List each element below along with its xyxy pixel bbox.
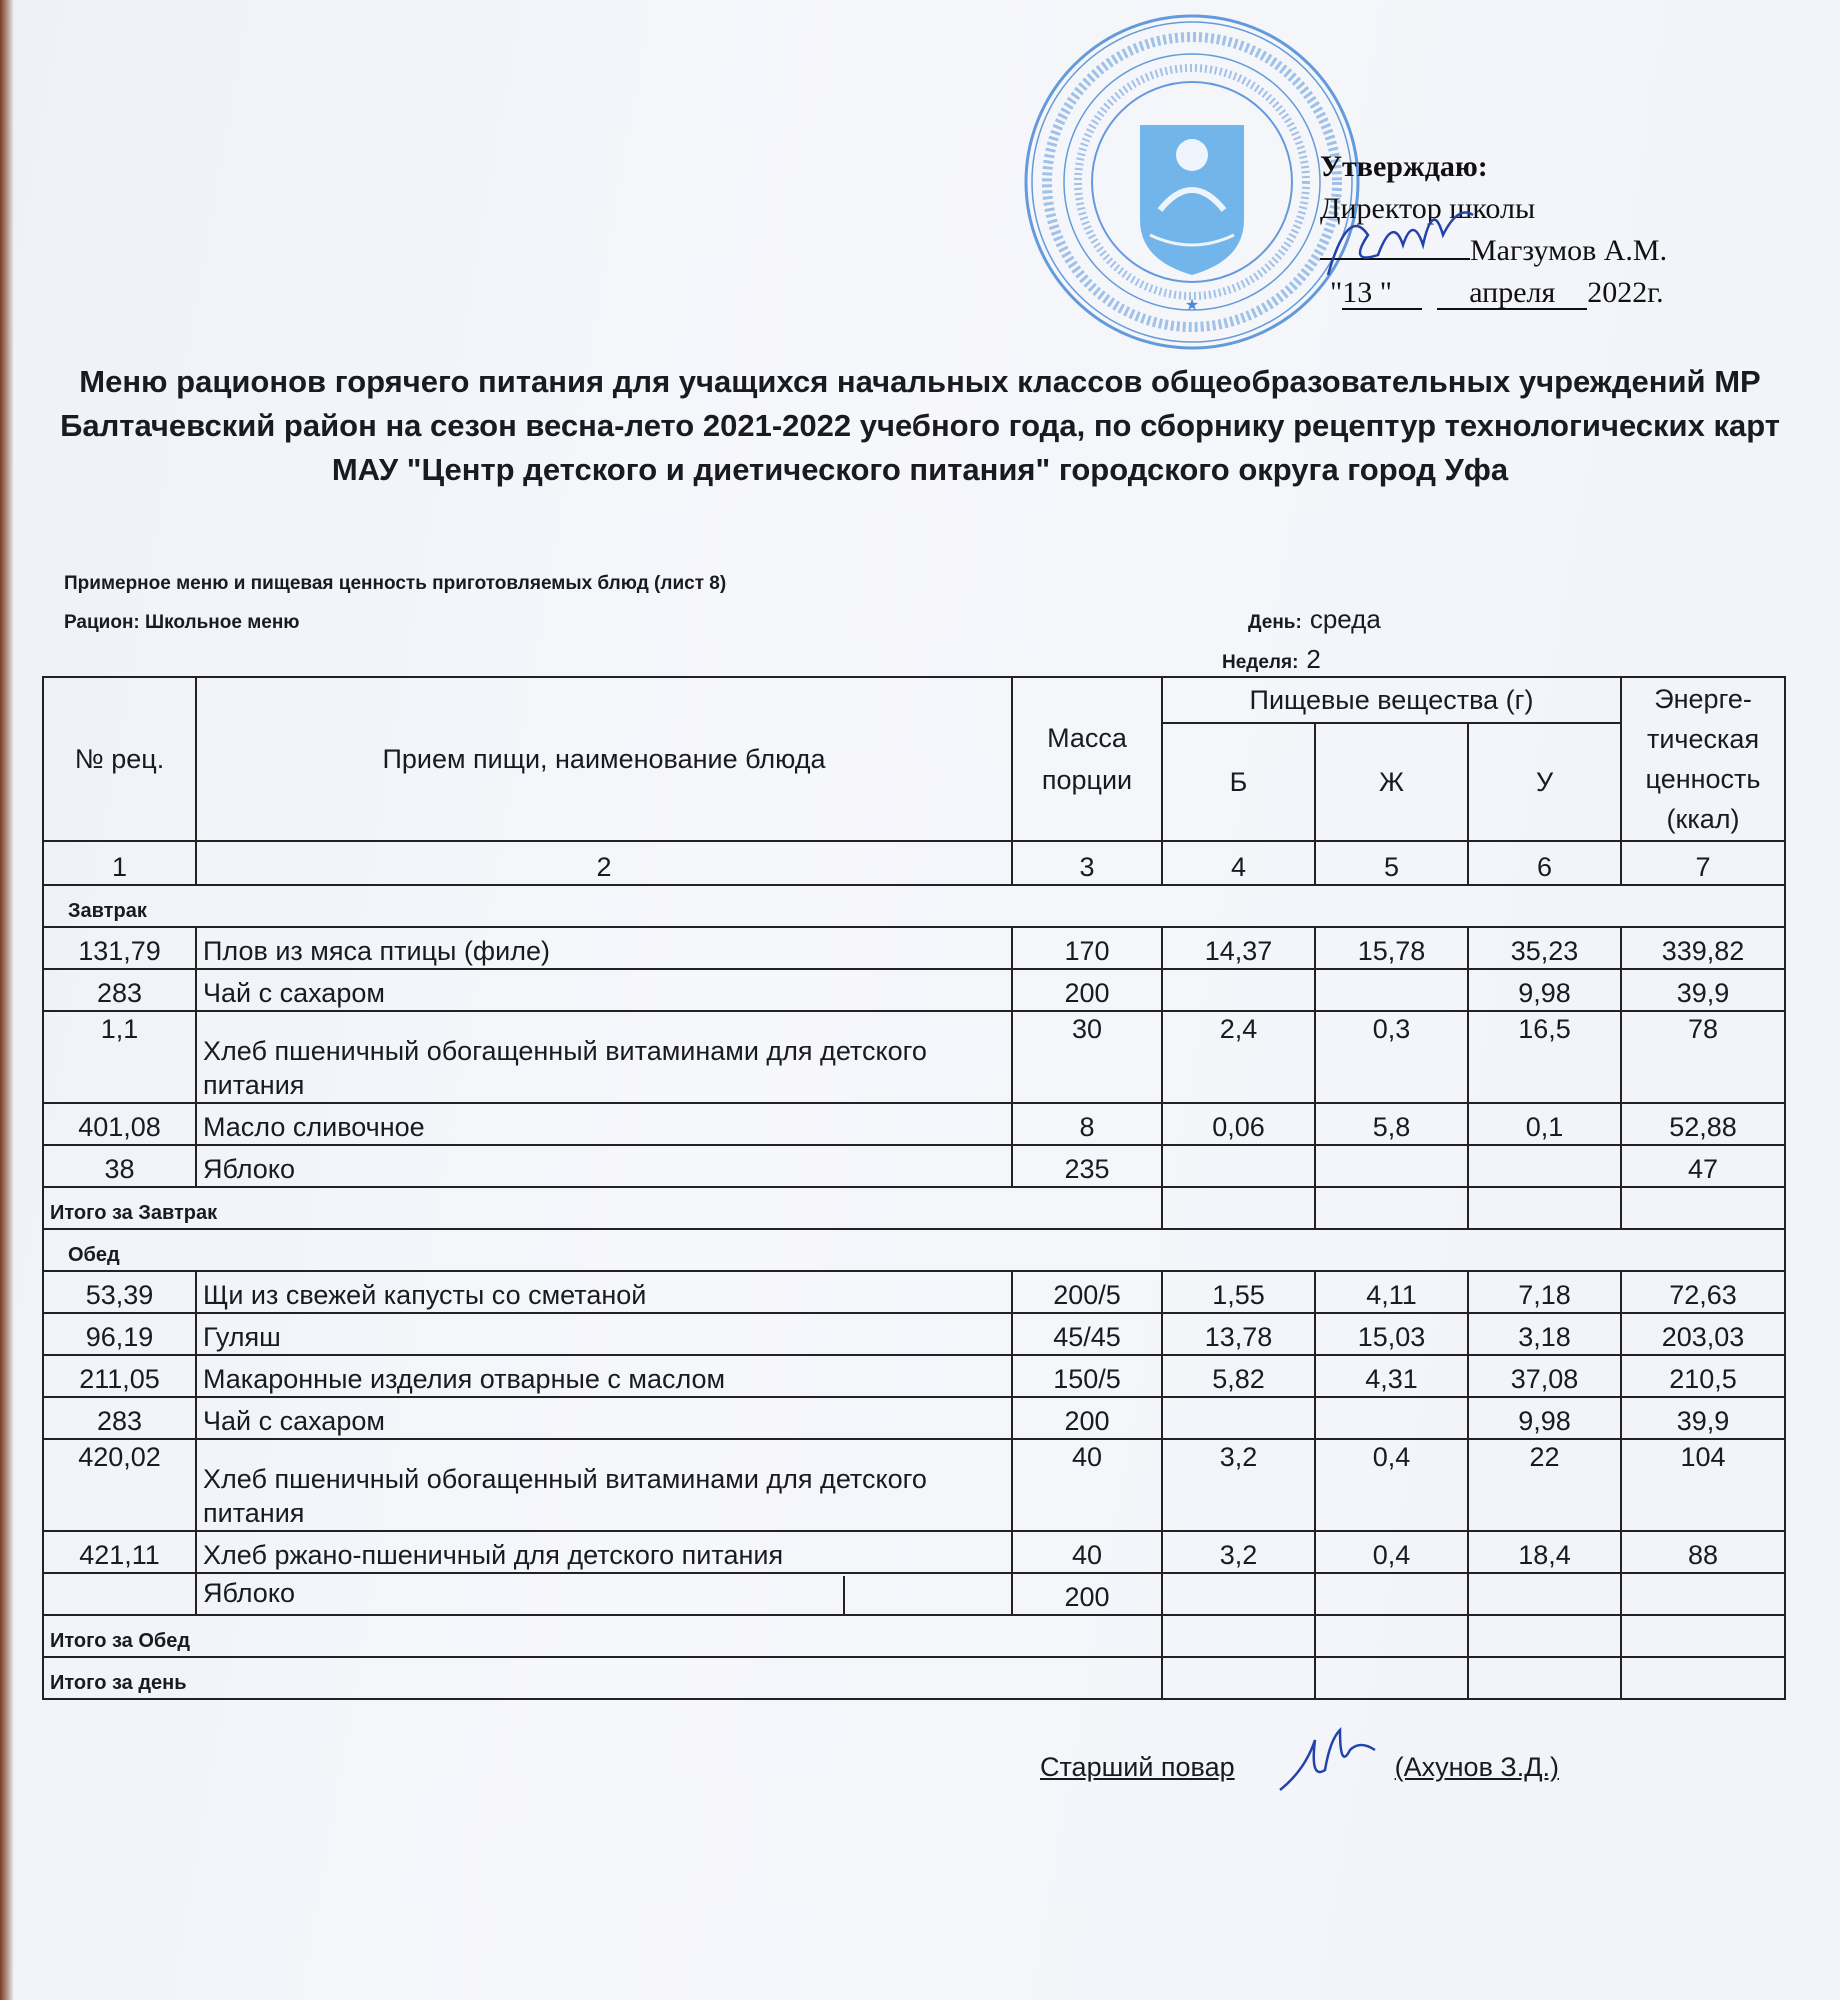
- proteins: 3,2: [1162, 1439, 1315, 1531]
- column-numbers-row: [43, 841, 1785, 885]
- energy-kcal: 78: [1621, 1011, 1785, 1103]
- table-row: [43, 927, 1785, 969]
- portion-mass: 45/45: [1012, 1313, 1162, 1355]
- proteins: [1162, 969, 1315, 1011]
- carbs: 7,18: [1468, 1271, 1621, 1313]
- proteins: 2,4: [1162, 1011, 1315, 1103]
- recipe-number: 401,08: [43, 1103, 196, 1145]
- dish-name: Хлеб ржано-пшеничный для детского питания: [196, 1531, 1012, 1573]
- energy-kcal: 47: [1621, 1145, 1785, 1187]
- carbs: 22: [1468, 1439, 1621, 1531]
- table-row: [43, 1355, 1785, 1397]
- energy-kcal: 39,9: [1621, 969, 1785, 1011]
- proteins: [1162, 1145, 1315, 1187]
- week-label: Неделя:: [1222, 652, 1299, 673]
- approval-day: 13 ": [1342, 278, 1422, 310]
- header-fats: Ж: [1315, 723, 1468, 841]
- recipe-number: 421,11: [43, 1531, 196, 1573]
- official-seal-stamp: [1020, 10, 1365, 355]
- total-label: Итого за день: [43, 1657, 1162, 1699]
- section-row: [43, 885, 1785, 927]
- recipe-number: 38: [43, 1145, 196, 1187]
- approval-heading: Утверждаю:: [1320, 150, 1488, 183]
- dish-name: Яблоко: [196, 1145, 1012, 1187]
- section-label: Обед: [43, 1229, 1785, 1271]
- portion-mass: 8: [1012, 1103, 1162, 1145]
- carbs: 16,5: [1468, 1011, 1621, 1103]
- fats: [1315, 1573, 1468, 1615]
- dish-name: Чай с сахаром: [196, 969, 1012, 1011]
- energy-kcal: 88: [1621, 1531, 1785, 1573]
- recipe-number: 131,79: [43, 927, 196, 969]
- cook-signature: [1270, 1720, 1390, 1800]
- energy-kcal: 210,5: [1621, 1355, 1785, 1397]
- date-quote: ": [1330, 276, 1343, 309]
- week-info: [1222, 644, 1321, 675]
- header-energy: Энерге-тическая ценность (ккал): [1621, 677, 1785, 841]
- approval-year: 2022г.: [1587, 276, 1664, 309]
- menu-table: [42, 676, 1786, 1700]
- header-proteins: Б: [1162, 723, 1315, 841]
- recipe-number: 96,19: [43, 1313, 196, 1355]
- week-value: 2: [1306, 644, 1321, 674]
- energy-kcal: 39,9: [1621, 1397, 1785, 1439]
- table-row: [43, 1573, 1785, 1615]
- table-row: [43, 969, 1785, 1011]
- carbs: 35,23: [1468, 927, 1621, 969]
- carbs: 3,18: [1468, 1313, 1621, 1355]
- recipe-number: 283: [43, 969, 196, 1011]
- total-value-cell: [1315, 1187, 1468, 1229]
- recipe-number: [43, 1573, 196, 1615]
- table-row: [43, 1397, 1785, 1439]
- recipe-number: 211,05: [43, 1355, 196, 1397]
- subtitle: Примерное меню и пищевая ценность приготовляемых блюд (лист 8): [64, 573, 727, 594]
- recipe-number: 1,1: [43, 1011, 196, 1103]
- proteins: 5,82: [1162, 1355, 1315, 1397]
- table-row: [43, 1313, 1785, 1355]
- header-dish-name: Прием пищи, наименование блюда: [196, 677, 1012, 841]
- total-label: Итого за Обед: [43, 1615, 1162, 1657]
- carbs: [1468, 1145, 1621, 1187]
- total-value-cell: [1468, 1657, 1621, 1699]
- day-info: [1248, 604, 1381, 635]
- column-number: 2: [196, 841, 1012, 885]
- cook-label: Старший повар: [1040, 1752, 1235, 1782]
- dish-name: Чай с сахаром: [196, 1397, 1012, 1439]
- cook-name: (Ахунов З.Д.): [1394, 1752, 1560, 1782]
- dish-name: Масло сливочное: [196, 1103, 1012, 1145]
- portion-mass: 30: [1012, 1011, 1162, 1103]
- total-row: [43, 1187, 1785, 1229]
- total-value-cell: [1621, 1615, 1785, 1657]
- dish-name: Хлеб пшеничный обогащенный витаминами для детского питания: [196, 1011, 1012, 1103]
- total-value-cell: [1162, 1615, 1315, 1657]
- dish-name: Макаронные изделия отварные с маслом: [196, 1355, 1012, 1397]
- header-carbs: У: [1468, 723, 1621, 841]
- portion-mass: 170: [1012, 927, 1162, 969]
- proteins: 13,78: [1162, 1313, 1315, 1355]
- table-row: [43, 1011, 1785, 1103]
- header-portion-mass: Масса порции: [1012, 677, 1162, 841]
- fats: 0,3: [1315, 1011, 1468, 1103]
- document-title: Меню рационов горячего питания для учащихся начальных классов общеобразовательных учреждений МР Балтачевский район на сезон весна-лето 2021-2022 учебного года, по сборнику рецептур технологических карт МАУ "Центр детского и диетического питания" городского округа город Уфа: [60, 364, 1780, 487]
- column-number: 5: [1315, 841, 1468, 885]
- portion-mass: 200: [1012, 1397, 1162, 1439]
- fats: [1315, 1397, 1468, 1439]
- carbs: [1468, 1573, 1621, 1615]
- portion-mass: 40: [1012, 1439, 1162, 1531]
- total-value-cell: [1315, 1657, 1468, 1699]
- portion-mass: 200/5: [1012, 1271, 1162, 1313]
- proteins: 14,37: [1162, 927, 1315, 969]
- director-name: Магзумов А.М.: [1470, 234, 1668, 267]
- energy-kcal: 203,03: [1621, 1313, 1785, 1355]
- proteins: 3,2: [1162, 1531, 1315, 1573]
- total-value-cell: [1162, 1187, 1315, 1229]
- svg-text:★: ★: [1184, 297, 1200, 314]
- total-value-cell: [1621, 1187, 1785, 1229]
- portion-mass: 150/5: [1012, 1355, 1162, 1397]
- table-row: [43, 1103, 1785, 1145]
- portion-mass: 200: [1012, 969, 1162, 1011]
- proteins: [1162, 1397, 1315, 1439]
- day-label: День:: [1248, 612, 1302, 633]
- proteins: [1162, 1573, 1315, 1615]
- table-row: [43, 1271, 1785, 1313]
- dish-name: Хлеб пшеничный обогащенный витаминами для детского питания: [196, 1439, 1012, 1531]
- fats: 4,11: [1315, 1271, 1468, 1313]
- portion-mass: 235: [1012, 1145, 1162, 1187]
- photo-edge: [0, 0, 14, 2000]
- fats: 5,8: [1315, 1103, 1468, 1145]
- ration-info: [64, 612, 300, 634]
- column-number: 4: [1162, 841, 1315, 885]
- portion-mass: 40: [1012, 1531, 1162, 1573]
- column-number: 6: [1468, 841, 1621, 885]
- dish-name: Плов из мяса птицы (филе): [196, 927, 1012, 969]
- proteins: 0,06: [1162, 1103, 1315, 1145]
- fats: [1315, 969, 1468, 1011]
- carbs: 0,1: [1468, 1103, 1621, 1145]
- carbs: 9,98: [1468, 1397, 1621, 1439]
- total-label: Итого за Завтрак: [43, 1187, 1162, 1229]
- column-number: 1: [43, 841, 196, 885]
- column-number: 3: [1012, 841, 1162, 885]
- energy-kcal: 104: [1621, 1439, 1785, 1531]
- total-value-cell: [1468, 1615, 1621, 1657]
- table-row: [43, 1145, 1785, 1187]
- fats: 15,03: [1315, 1313, 1468, 1355]
- header-recipe-number: № рец.: [43, 677, 196, 841]
- ration-label: Рацион:: [64, 612, 140, 633]
- carbs: 18,4: [1468, 1531, 1621, 1573]
- table-row: [43, 1439, 1785, 1531]
- ration-value: Школьное меню: [145, 612, 300, 633]
- energy-kcal: [1621, 1573, 1785, 1615]
- total-row: [43, 1615, 1785, 1657]
- total-value-cell: [1621, 1657, 1785, 1699]
- total-value-cell: [1315, 1615, 1468, 1657]
- approval-month: апреля: [1437, 278, 1587, 310]
- carbs: 9,98: [1468, 969, 1621, 1011]
- fats: 0,4: [1315, 1439, 1468, 1531]
- total-value-cell: [1162, 1657, 1315, 1699]
- column-number: 7: [1621, 841, 1785, 885]
- recipe-number: 53,39: [43, 1271, 196, 1313]
- day-value: среда: [1309, 604, 1381, 634]
- carbs: 37,08: [1468, 1355, 1621, 1397]
- recipe-number: 420,02: [43, 1439, 196, 1531]
- recipe-number: 283: [43, 1397, 196, 1439]
- total-value-cell: [1468, 1187, 1621, 1229]
- fats: 4,31: [1315, 1355, 1468, 1397]
- dish-name-cell: [196, 1573, 1012, 1615]
- dish-name: Гуляш: [196, 1313, 1012, 1355]
- proteins: 1,55: [1162, 1271, 1315, 1313]
- section-row: [43, 1229, 1785, 1271]
- dish-name: Щи из свежей капусты со сметаной: [196, 1271, 1012, 1313]
- header-nutrients: Пищевые вещества (г): [1162, 677, 1621, 723]
- fats: 0,4: [1315, 1531, 1468, 1573]
- approval-position: Директор школы: [1320, 192, 1536, 225]
- energy-kcal: 339,82: [1621, 927, 1785, 969]
- fats: 15,78: [1315, 927, 1468, 969]
- total-row: [43, 1657, 1785, 1699]
- dish-name: Яблоко: [197, 1576, 845, 1615]
- section-label: Завтрак: [43, 885, 1785, 927]
- energy-kcal: 52,88: [1621, 1103, 1785, 1145]
- fats: [1315, 1145, 1468, 1187]
- energy-kcal: 72,63: [1621, 1271, 1785, 1313]
- table-row: [43, 1531, 1785, 1573]
- portion-mass: 200: [1012, 1573, 1162, 1615]
- director-signature: [1318, 205, 1488, 285]
